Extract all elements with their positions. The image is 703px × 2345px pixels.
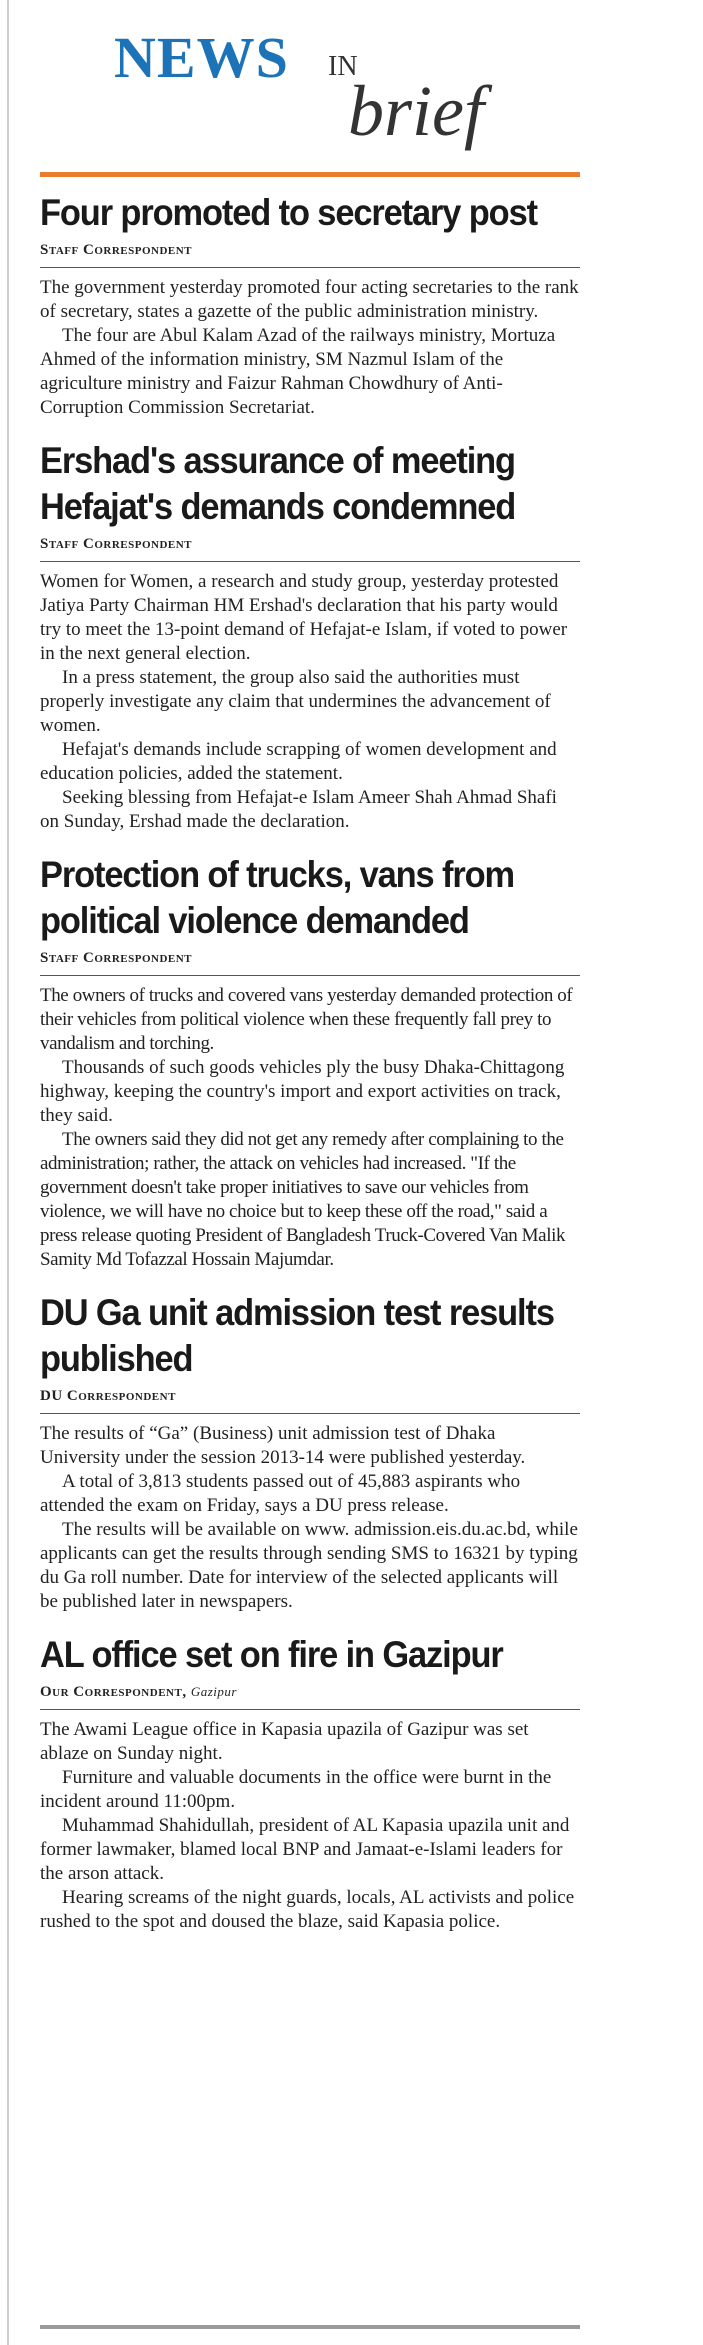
story-paragraph: Hefajat's demands include scrapping of women development and education policies, added the statement. [40,739,557,784]
story-paragraph: Muhammad Shahidullah, president of AL Kapasia upazila unit and former lawmaker, blamed local BNP and Jamaat-e-Islami leaders for the arson attack. [40,1815,570,1884]
byline-rule [40,267,580,268]
story-headline: Four promoted to secretary post [40,192,537,233]
bottom-rule [40,2325,580,2329]
masthead-brief: brief [348,71,484,151]
story-paragraph: The government yesterday promoted four acting secretaries to the rank of secretary, states a gazette of the public administration ministry. [40,277,579,322]
story-du-ga-unit [40,1290,580,1614]
story-headline: Protection of trucks, vans from [40,854,515,895]
story-headline-line-2: published [40,1338,193,1379]
masthead-rule [40,172,580,177]
story-byline: Staff Correspondent [40,536,193,552]
story-paragraph: Furniture and valuable documents in the office were burnt in the incident around 11:00pm. [40,1767,552,1812]
story-byline: DU Correspondent [40,1388,176,1404]
story-paragraph: Hearing screams of the night guards, locals, AL activists and police rushed to the spot and doused the blaze, said Kapasia police. [40,1887,575,1932]
story-byline: Our Correspondent, Gazipur [40,1684,237,1700]
story-ershad-assurance [40,438,580,834]
story-headline-line-2: Hefajat's demands condemned [40,486,516,527]
story-four-promoted [40,190,580,420]
story-paragraph: The results of “Ga” (Business) unit admission test of Dhaka University under the session 2013-14 were published yesterday. [40,1423,526,1468]
story-byline: Staff Correspondent [40,950,193,966]
masthead-news: NEWS [114,25,289,90]
byline-rule [40,561,580,562]
masthead [40,0,580,178]
story-paragraph: In a press statement, the group also said the authorities must properly investigate any claim that undermines the advancement of women. [40,667,551,736]
story-headline: AL office set on fire in Gazipur [40,1634,503,1675]
story-headline: Ershad's assurance of meeting [40,440,515,481]
story-paragraph: The four are Abul Kalam Azad of the railways ministry, Mortuza Ahmed of the information ministry, SM Nazmul Islam of the agriculture ministry and Faizur Rahman Chowdhury of Anti-Corruption Commission Secretariat. [40,325,556,418]
story-headline-line-2: political violence demanded [40,900,469,941]
page-edge-rule [7,0,9,2345]
byline-rule [40,1413,580,1414]
story-paragraph: Seeking blessing from Hefajat-e Islam Ameer Shah Ahmad Shafi on Sunday, Ershad made the declaration. [40,787,557,832]
story-paragraph: The Awami League office in Kapasia upazila of Gazipur was set ablaze on Sunday night. [40,1719,529,1764]
story-paragraph: Women for Women, a research and study group, yesterday protested Jatiya Party Chairman HM Ershad's declaration that his party would try to meet the 13-point demand of Hefajat-e Islam, if voted to power in the next general election. [40,571,568,664]
story-paragraph: The owners of trucks and covered vans yesterday demanded protection of their vehicles from political violence when these frequently fall prey to vandalism and torching. [40,985,573,1054]
story-trucks-vans [40,852,580,1272]
story-headline: DU Ga unit admission test results [40,1292,554,1333]
story-paragraph: The results will be available on www. admission.eis.du.ac.bd, while applicants can get the results through sending SMS to 16321 by typing du Ga roll number. Date for interview of the selected applicants will be published later in newspapers. [40,1519,578,1612]
byline-place: Gazipur [190,1684,237,1699]
byline-rule [40,1709,580,1710]
story-paragraph: Thousands of such goods vehicles ply the busy Dhaka-Chittagong highway, keeping the country's import and export activities on track, they said. [40,1057,565,1126]
story-paragraph: A total of 3,813 students passed out of 45,883 aspirants who attended the exam on Friday, says a DU press release. [40,1471,521,1516]
byline-rule [40,975,580,976]
story-paragraph: The owners said they did not get any remedy after complaining to the administration; rather, the attack on vehicles had increased. "If the government doesn't take proper initiatives to save our vehicles from violence, we will have no choice but to keep these off the road," said a press release quoting President of Bangladesh Truck-Covered Van Malik Samity Md Tofazzal Hossain Majumdar. [40,1129,566,1270]
story-al-office-fire [40,1632,580,1934]
masthead-in: in [328,39,358,84]
news-in-brief-column [40,0,580,1934]
story-byline: Staff Correspondent [40,242,193,258]
